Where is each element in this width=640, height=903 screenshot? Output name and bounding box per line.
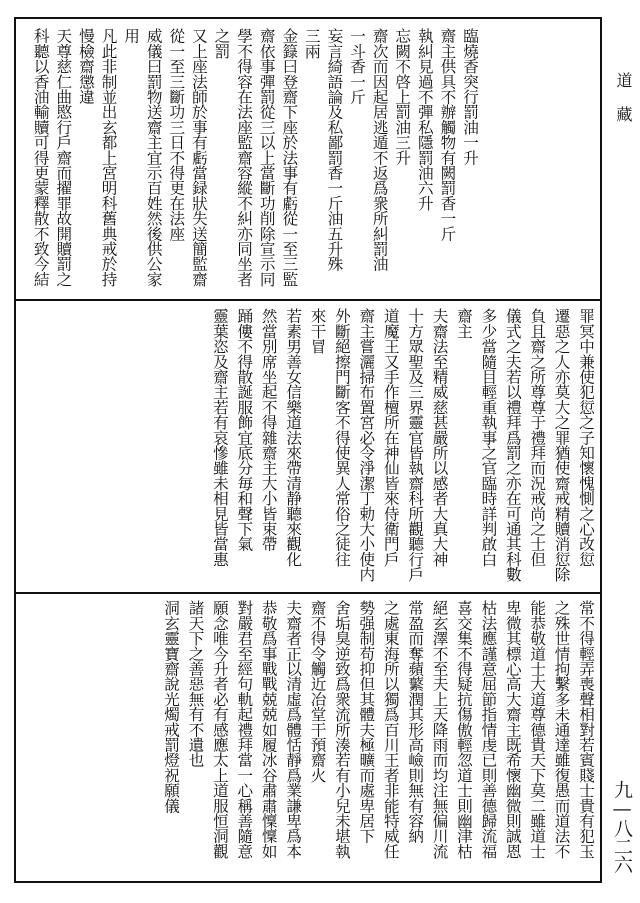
text-column: 之處東海所以獨爲百川王者非能特威任 bbox=[381, 600, 400, 859]
text-column: 執糾見過不彈私隱罰油六升 bbox=[415, 28, 434, 211]
text-column: 然當別席坐起不得雜齋主大小皆束帶 bbox=[259, 308, 278, 552]
text-column: 齋主 bbox=[454, 308, 473, 339]
register-middle bbox=[30, 308, 598, 588]
text-column: 齋次而因起居逃遁不返爲衆所糾罰油 bbox=[370, 28, 389, 272]
text-column: 用 bbox=[122, 28, 141, 44]
text-column: 喜交集不得疑抗傷傲輕忽道士則幽津枯 bbox=[454, 600, 473, 859]
text-column: 勢强制苟抑但其體夫極曠而處卑居下 bbox=[357, 600, 376, 844]
text-column: 枯法應謹意屈節指情虔已則善德歸流福 bbox=[479, 600, 498, 859]
text-column: 之罰 bbox=[212, 28, 231, 59]
text-column: 外斷絕擦門斷客不得使異人常俗之徒往 bbox=[332, 308, 351, 567]
text-column: 能恭敬道士大道尊德貴天下莫二雖道士 bbox=[528, 600, 547, 859]
text-column: 三兩 bbox=[302, 28, 321, 59]
text-column: 常不得輕弄喪聲相對若賓賤士貴有犯玉 bbox=[577, 600, 595, 859]
text-column: 多少當隨目輕重執事之官臨時詳判啟白 bbox=[479, 308, 498, 567]
text-column: 踊僂不得散誕服飾宜底分毎和聲下氣 bbox=[235, 308, 254, 552]
text-column: 慢檢齋懲違 bbox=[76, 28, 95, 104]
text-column: 諸天下之善惡無有不遺也 bbox=[186, 600, 205, 768]
text-column: 學不得容在法座監齋容縱不糾亦同坐者 bbox=[235, 28, 254, 287]
text-column: 靈葉恣及齋主若有哀慘雖未相見皆當惠 bbox=[210, 308, 229, 567]
text-column: 一斗香一斤 bbox=[348, 28, 367, 104]
text-column: 遷惡之人亦莫大之罪猶使齋戒精贖消愆除 bbox=[552, 308, 571, 582]
text-column: 從一至三斷功三日不得更在法座 bbox=[167, 28, 186, 241]
text-column: 忘闕不啓上罰油三升 bbox=[393, 28, 412, 165]
text-column: 之殊世情拘繫多未通達雖復愚而道法不 bbox=[552, 600, 571, 859]
text-column: 妄言綺語論及私鄙罰香一斤油五升殊 bbox=[325, 28, 344, 272]
text-column: 凡此非制並出玄都上宮明科舊典戒於持 bbox=[99, 28, 118, 287]
text-column: 又上座法師於事有虧當録狀失送簡監齋 bbox=[189, 28, 208, 287]
register-divider-2 bbox=[14, 592, 602, 594]
text-column: 夫齋法至精威慈甚嚴所以感者大真大神 bbox=[430, 308, 449, 567]
side-label: 道藏 bbox=[614, 72, 633, 140]
text-column: 齋主嘗灑掃布置宮必令淨潔丁勅大小使内 bbox=[357, 308, 376, 582]
text-column: 願念唯今升者必有感應太上道服恒洞觀 bbox=[210, 600, 229, 859]
text-column: 對嚴君至經句軌起禮拜當一心稱善隨意 bbox=[235, 600, 254, 859]
text-column: 齋主供具不辦觸物有闕罰香一斤 bbox=[438, 28, 457, 241]
text-column: 若素男善女信樂道法來帶清静聽來觀化 bbox=[284, 308, 303, 567]
text-column: 齋不得令觸近冶堂干預齋火 bbox=[308, 600, 327, 783]
text-column: 齋依事彈罰從三以上當斷功削除宣示同 bbox=[257, 28, 276, 287]
text-column: 卑微其標心高大齋主既希懷幽微則誠恩 bbox=[503, 600, 522, 859]
text-column: 舍垢臭逆致爲衆流所湊若有小兒未堪執 bbox=[332, 600, 351, 859]
text-column: 道魔王又手作檀所在神仙皆來侍衛門戶 bbox=[381, 308, 400, 567]
text-column: 負且齋之所尊尊于禮拜而況戒尚之士但 bbox=[528, 308, 547, 567]
text-column: 儀式之夫若以禮拜爲罰之亦在可通其科數 bbox=[503, 308, 522, 582]
register-divider-1 bbox=[14, 299, 602, 301]
text-column: 絕玄澤不至夫上天降雨而均注無偏川流 bbox=[430, 600, 449, 859]
text-column: 威儀曰罰物送齋主宜示百姓然後供公家 bbox=[144, 28, 163, 287]
text-column: 科聽以香油輸贖可得更蒙釋散不致今結 bbox=[31, 28, 50, 287]
page-number: 九—八二六 bbox=[611, 780, 633, 873]
text-column: 十方眾聖及三界靈官皆執齋科所觀聽行戶 bbox=[406, 308, 425, 582]
text-column: 天尊慈仁曲愍行戶齋而擢罪故開贖罰之 bbox=[54, 28, 73, 287]
text-column: 恭敬爲事戰戰兢兢如履冰谷肅肅懍懍如 bbox=[259, 600, 278, 859]
text-column: 常盈而奪蘋蘩潤其形高嶮則無有容納 bbox=[406, 600, 425, 844]
text-column: 來干冒 bbox=[308, 308, 327, 354]
register-bottom bbox=[30, 600, 598, 870]
text-column: 臨燒香突行罰油一升 bbox=[461, 28, 479, 165]
text-column: 金籙曰登齋下座於法事有虧從一至三監 bbox=[280, 28, 299, 287]
text-column: 罪冥中兼使犯愆之子知懷愧惻之心改愆 bbox=[577, 308, 595, 567]
text-column: 夫齋者正以清虛爲體恬靜爲業謙卑爲本 bbox=[284, 600, 303, 859]
register-top bbox=[30, 28, 482, 294]
text-column: 洞玄靈寶齋說光燭戒罰燈祝願儀 bbox=[162, 600, 181, 813]
